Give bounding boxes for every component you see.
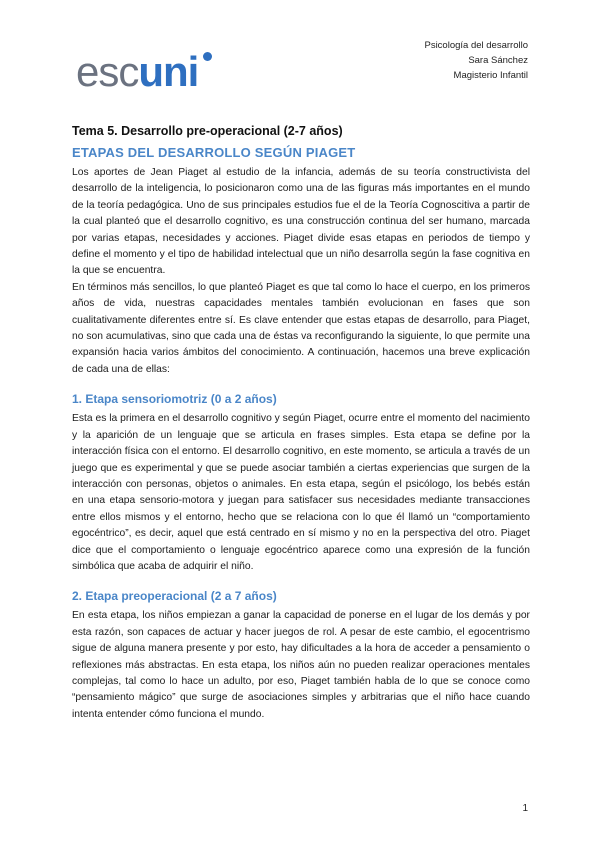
stage2-paragraph: En esta etapa, los niños empiezan a ganar la capacidad de ponerse en el lugar de los demás y por esta razón, son capaces de actuar y hacer juegos de rol. A pesar de este cambio, el egocentrismo sigue de alguna manera presente y por esto, hay dificultades a la hora de acceder a pensamiento o reflexiones más abstractas. En esta etapa, los niños aún no pueden realizar operaciones mentales complejas, tal como lo hace un adulto, por eso, Piaget también habla de lo que se conoce como “pensamiento mágico” que surge de asociaciones simples y arbitrarias que el niño hace cuando intenta entender cómo funciona el mundo. bbox=[72, 610, 530, 720]
header-subject: Psicología del desarrollo bbox=[424, 40, 528, 51]
logo-text bbox=[76, 50, 198, 94]
escuni-logo bbox=[76, 50, 226, 94]
document-body bbox=[72, 124, 530, 723]
tema-title: Tema 5. Desarrollo pre-operacional (2-7 años) bbox=[72, 124, 343, 138]
stage1-title: 1. Etapa sensoriomotriz (0 a 2 años) bbox=[72, 392, 277, 407]
header-course: Magisterio Infantil bbox=[453, 70, 528, 81]
intro-paragraph-1: Los aportes de Jean Piaget al estudio de la infancia, además de su teoría constructivista del desarrollo de la inteligencia, lo posicionaron como una de las figuras más importantes en el mundo de la teoría pedagógica. Uno de sus principales estudios fue el de la Teoría Cognoscitiva a partir de la cual planteó que el desarrollo cognitivo, es una construcción continua del ser humano, marcada por varias etapas, necesidades y acciones. Piaget divide esas etapas en periodos de tiempo y define el momento y el tipo de habilidad intelectual que un niño desarrolla según la fase cognitiva en la que se encuentra. bbox=[72, 167, 530, 277]
section-title: ETAPAS DEL DESARROLLO SEGÚN PIAGET bbox=[72, 145, 356, 160]
logo-part-uni: uni bbox=[138, 48, 199, 95]
intro-paragraph-2: En términos más sencillos, lo que planteó Piaget es que tal como lo hace el cuerpo, en los primeros años de vida, nuestras capacidades mentales también evolucionan en fases que son cualitativamente diferentes entre sí. Es clave entender que estas etapas de desarrollo, para Piaget, no son acumulativas, sino que cada una de éstas va reconfigurando la siguiente, lo que permite una expansión hacia varios ámbitos del conocimiento. A continuación, hacemos una breve explicación de cada una de ellas: bbox=[72, 281, 530, 375]
logo-part-esc: esc bbox=[76, 48, 139, 95]
header-author: Sara Sánchez bbox=[468, 55, 528, 66]
stage2-title: 2. Etapa preoperacional (2 a 7 años) bbox=[72, 589, 277, 604]
logo-dot-icon bbox=[203, 52, 212, 61]
page-number: 1 bbox=[522, 803, 528, 814]
header-meta bbox=[424, 38, 528, 83]
stage1-paragraph: Esta es la primera en el desarrollo cognitivo y según Piaget, ocurre entre el momento del nacimiento y la aparición de un lenguaje que se articula en frases simples. Esta etapa se define por la interacción física con el entorno. El desarrollo cognitivo, en este momento, se articula a través de un juego que es experimental y que se puede asociar también a ciertas experiencias que surgen de la interacción con personas, objetos o animales. En esta etapa, según el psicólogo, los bebés están en una etapa sensorio-motora y juegan para satisfacer sus necesidades mediante transacciones entre ellos mismos y el entorno, hecho que se relaciona con lo que él llamó un “comportamiento egocéntrico”, es decir, aquel que está centrado en sí mismo y no en la perspectiva del otro. Piaget dice que el comportamiento o lenguaje egocéntrico aparece como una expresión de la función simbólica que acaba de adquirir el niño. bbox=[72, 413, 530, 572]
